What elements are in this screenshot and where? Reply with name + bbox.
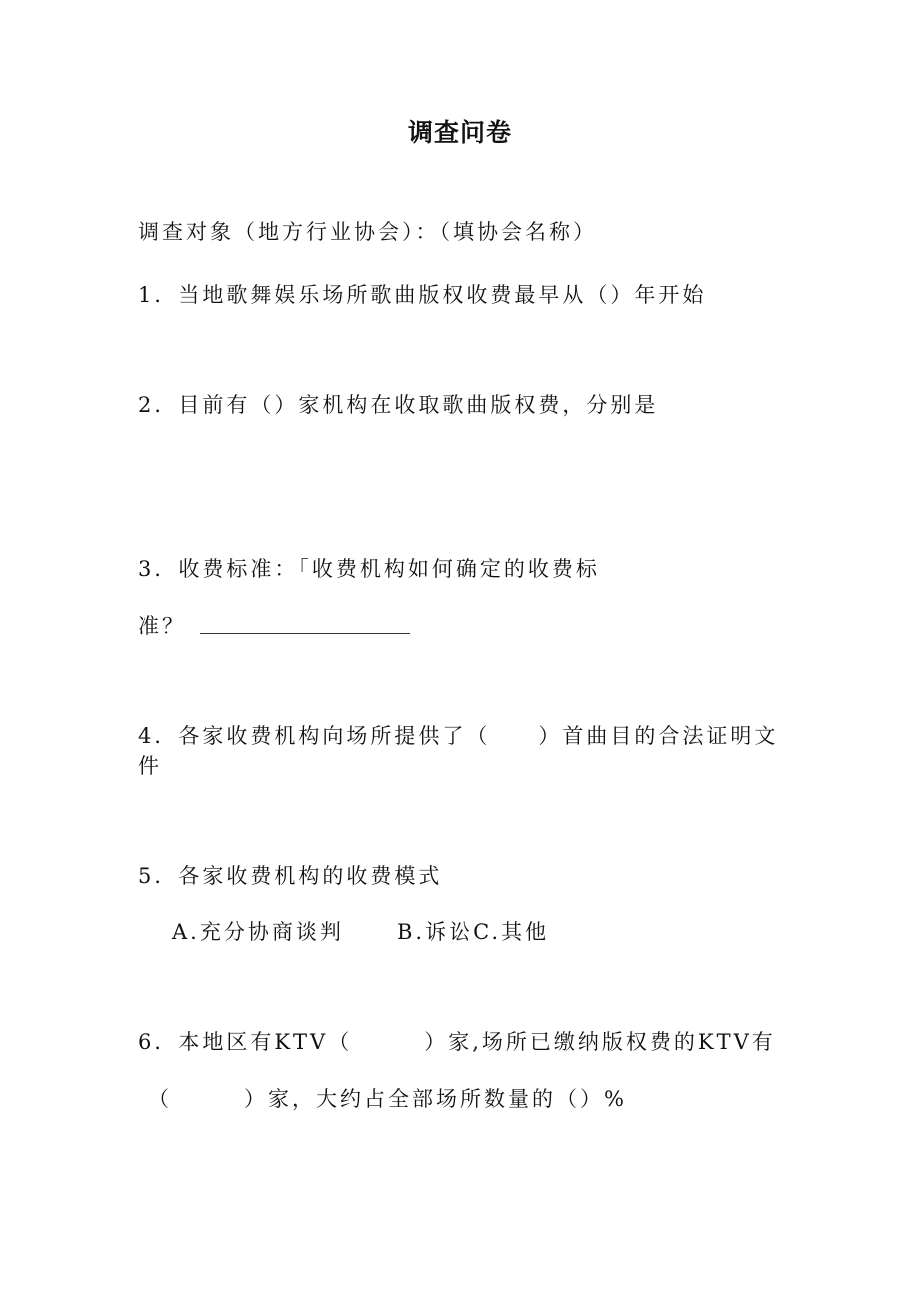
question-3-line-2 [138,612,410,640]
question-3-line-2-text: 准？ [138,614,186,638]
question-6-line-2: （ ）家，大约占全部场所数量的（）% [148,1087,627,1111]
question-5-option-bc[interactable]: B.诉讼C.其他 [397,920,550,944]
question-2: 2．目前有（）家机构在收取歌曲版权费，分别是 [138,393,659,417]
question-4-line-2: 件 [138,754,162,778]
question-3-line-1: 3．收费标准：「收费机构如何确定的收费标 [138,557,600,581]
answer-blank-underline[interactable] [200,633,410,634]
question-4-line-1: 4．各家收费机构向场所提供了（ ）首曲目的合法证明文 [138,724,779,748]
page-title: 调查问卷 [407,118,512,147]
question-6-line-1: 6．本地区有KTV（ ）家,场所已缴纳版权费的KTV有 [138,1030,776,1054]
respondent-line: 调查对象（地方行业协会）：（填协会名称） [138,220,597,244]
question-5: 5．各家收费机构的收费模式 [138,864,443,888]
question-5-option-a[interactable]: A.充分协商谈判 [172,920,344,944]
question-1: 1．当地歌舞娱乐场所歌曲版权收费最早从（）年开始 [138,283,707,307]
